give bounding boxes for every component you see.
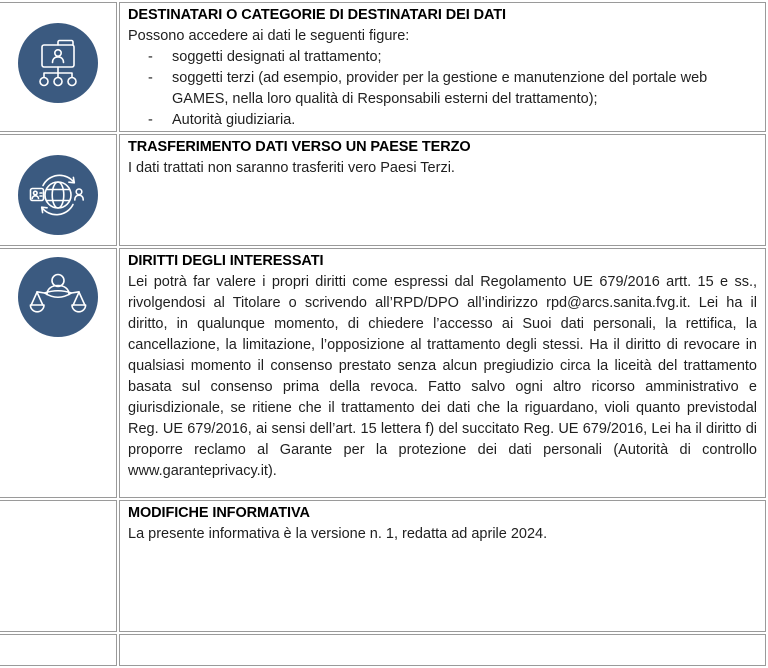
cell-trasferimento: [119, 134, 766, 246]
icon-cell-empty: [0, 500, 117, 632]
cell-diritti: [119, 248, 766, 498]
list-item: [148, 110, 757, 131]
justice-scales-icon: [18, 257, 98, 344]
globe-transfer-icon: [18, 155, 98, 242]
section-title-trasferimento: TRASFERIMENTO DATI VERSO UN PAESE TERZO: [128, 139, 471, 155]
cell-clipped: [119, 634, 766, 666]
icon-cell-diritti: [0, 248, 117, 498]
list-item: [148, 68, 757, 110]
icon-cell-destinatari: [0, 2, 117, 132]
section-body: I dati trattati non saranno trasferiti vero Paesi Terzi.: [128, 160, 455, 176]
bullet-dash: -: [148, 112, 153, 128]
bullet-text: Autorità giudiziaria.: [172, 112, 296, 128]
icon-cell-trasferimento: [0, 134, 117, 246]
table-row: [0, 634, 766, 666]
icon-cell-clipped: [0, 634, 117, 666]
section-title-diritti: DIRITTI DEGLI INTERESSATI: [128, 253, 324, 269]
section-body: La presente informativa è la versione n. 1, redatta ad aprile 2024.: [128, 526, 548, 542]
bullet-dash: -: [148, 49, 153, 65]
table-row: [0, 2, 766, 132]
folder-network-icon: [18, 23, 98, 110]
bullet-text: soggetti terzi (ad esempio, provider per la gestione e manutenzione del portale web GAMES, nella loro qualità di Responsabili esterni del trattamento);: [172, 70, 708, 107]
section-intro: Possono accedere ai dati le seguenti figure:: [128, 28, 410, 44]
section-title-modifiche: MODIFICHE INFORMATIVA: [128, 505, 310, 521]
table-row: [0, 500, 766, 632]
table-row: [0, 134, 766, 246]
bullet-text: soggetti designati al trattamento;: [172, 49, 382, 65]
table-row: [0, 248, 766, 498]
bullet-dash: -: [148, 70, 153, 86]
list-item: [148, 47, 757, 68]
cell-destinatari: [119, 2, 766, 132]
bullet-list: [128, 47, 757, 131]
section-body: Lei potrà far valere i propri diritti come espressi dal Regolamento UE 679/2016 artt. 15 e ss., rivolgendosi al Titolare o scrivendo all’RPD/DPO all’indirizzo rpd@arcs.sanita.fvg.it. Lei ha il diritto, in qualunque momento, di chiedere l’accesso ai Suoi dati personali, la rettifica, la cancellazione, la limitazione, l’opposizione al trattamento degli stessi. Ha il diritto di revocare in qualsiasi momento il consenso prestato senza alcun pregiudizio circa la liceità del trattamento basata sul consenso prima della revoca. Fatto salvo ogni altro ricorso amministrativo e giurisdizionale, se ritiene che il trattamento dei dati che la riguardano, violi quanto previstodal Reg. UE 679/2016, ai sensi dell’art. 15 lettera f) del succitato Reg. UE 679/2016, Lei ha il diritto di proporre reclamo al Garante per la protezione dei dati personali (Autorità di controllo www.garanteprivacy.it).: [128, 274, 757, 479]
cell-modifiche: [119, 500, 766, 632]
section-title-destinatari: DESTINATARI O CATEGORIE DI DESTINATARI DEI DATI: [128, 7, 506, 23]
